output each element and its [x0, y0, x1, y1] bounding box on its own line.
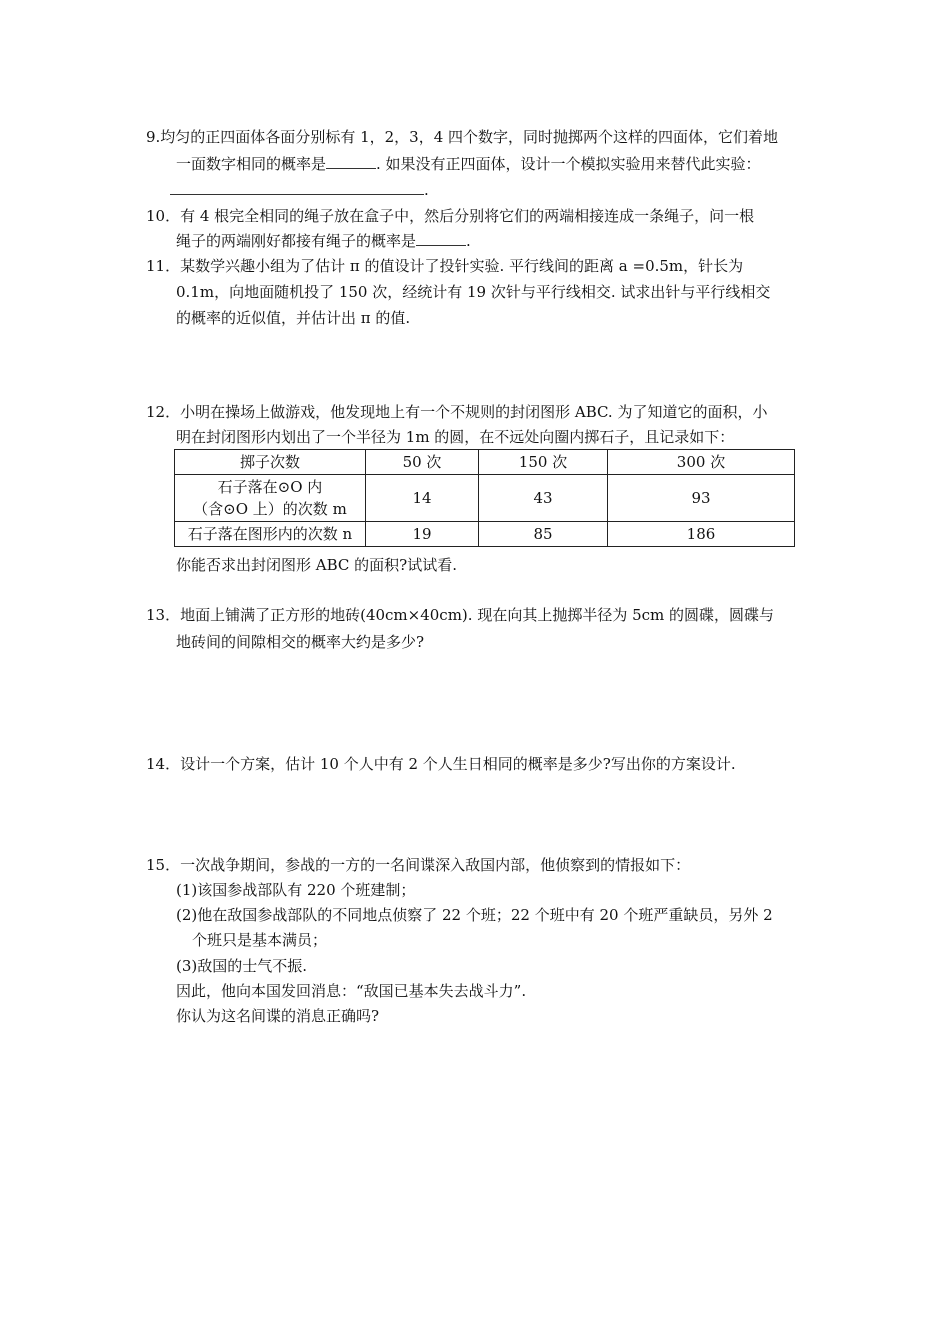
q10-line-1: 10．有 4 根完全相同的绳子放在盒子中，然后分别将它们的两端相接连成一条绳子，问一根	[146, 207, 755, 225]
q11-line-2: 0.1m，向地面随机投了 150 次，经统计有 19 次针与平行线相交. 试求出针与平行线相交	[176, 283, 771, 301]
q12-line-1: 12．小明在操场上做游戏，他发现地上有一个不规则的封闭图形 ABC. 为了知道它的面积，小	[146, 403, 768, 421]
q11-line-3: 的概率的近似值，并估计出 π 的值.	[176, 309, 411, 327]
q15-question: 你认为这名间谍的消息正确吗?	[176, 1007, 380, 1025]
q9-line-2-text-b: . 如果没有正四面体，设计一个模拟实验用来替代此实验：	[376, 155, 761, 173]
q15-item-2-cont: 个班只是基本满员；	[192, 931, 328, 949]
stone-throw-table	[174, 449, 795, 547]
table-header-cell: 50 次	[366, 450, 479, 475]
q12-line-2: 明在封闭图形内划出了一个半径为 1m 的圆，在不远处向圈内掷石子，且记录如下：	[176, 428, 735, 446]
q9-line-2	[176, 151, 761, 177]
q15-item-3: (3)敌国的士气不振.	[176, 957, 308, 975]
q10-answer-blank	[416, 229, 466, 246]
table-row-label-line: 石子落在⊙O 内	[217, 478, 323, 496]
table-cell: 93	[608, 475, 795, 522]
table-row-label	[175, 475, 366, 522]
table-row-label: 石子落在图形内的次数 n	[175, 522, 366, 547]
q13-line-1: 13．地面上铺满了正方形的地砖(40cm×40cm). 现在向其上抛掷半径为 5cm 的圆碟，圆碟与	[146, 606, 775, 624]
q13-line-2: 地砖间的间隙相交的概率大约是多少?	[176, 633, 425, 651]
q14-line-1: 14．设计一个方案，估计 10 个人中有 2 个人生日相同的概率是多少?写出你的方案设计.	[146, 755, 736, 773]
table-cell: 19	[366, 522, 479, 547]
q9-line-3	[170, 177, 429, 203]
q9-answer-blank	[326, 152, 376, 169]
q15-item-1: (1)该国参战部队有 220 个班建制；	[176, 881, 416, 899]
table-row-label-line: （含⊙O 上）的次数 m	[193, 500, 347, 518]
q9-line-2-text-a: 一面数字相同的概率是	[176, 155, 327, 173]
q15-report: 因此，他向本国发回消息：“敌国已基本失去战斗力”.	[176, 982, 527, 1000]
table-cell: 186	[608, 522, 795, 547]
q11-line-1: 11．某数学兴趣小组为了估计 π 的值设计了投针实验. 平行线间的距离 a =0.5m，针长为	[146, 257, 744, 275]
q15-line-1: 15．一次战争期间，参战的一方的一名间谍深入敌国内部，他侦察到的情报如下：	[146, 856, 691, 874]
table-row	[175, 475, 795, 522]
table-cell: 14	[366, 475, 479, 522]
q9-line-3-end: .	[424, 181, 429, 199]
q10-line-2	[176, 228, 471, 254]
table-cell: 85	[479, 522, 608, 547]
q9-design-blank	[170, 178, 424, 195]
table-header-cell: 300 次	[608, 450, 795, 475]
table-cell: 43	[479, 475, 608, 522]
q10-line-2-text-b: .	[466, 232, 471, 250]
q9-line-1: 9.均匀的正四面体各面分别标有 1，2，3，4 四个数字，同时抛掷两个这样的四面体，它们着地	[146, 128, 779, 146]
table-header-cell: 150 次	[479, 450, 608, 475]
table-header-row	[175, 450, 795, 475]
table-row	[175, 522, 795, 547]
table-header-cell: 掷子次数	[175, 450, 366, 475]
q15-item-2: (2)他在敌国参战部队的不同地点侦察了 22 个班；22 个班中有 20 个班严重缺员，另外 2	[176, 906, 773, 924]
q10-line-2-text-a: 绳子的两端刚好都接有绳子的概率是	[176, 232, 417, 250]
q12-after-table: 你能否求出封闭图形 ABC 的面积?试试看.	[176, 556, 457, 574]
